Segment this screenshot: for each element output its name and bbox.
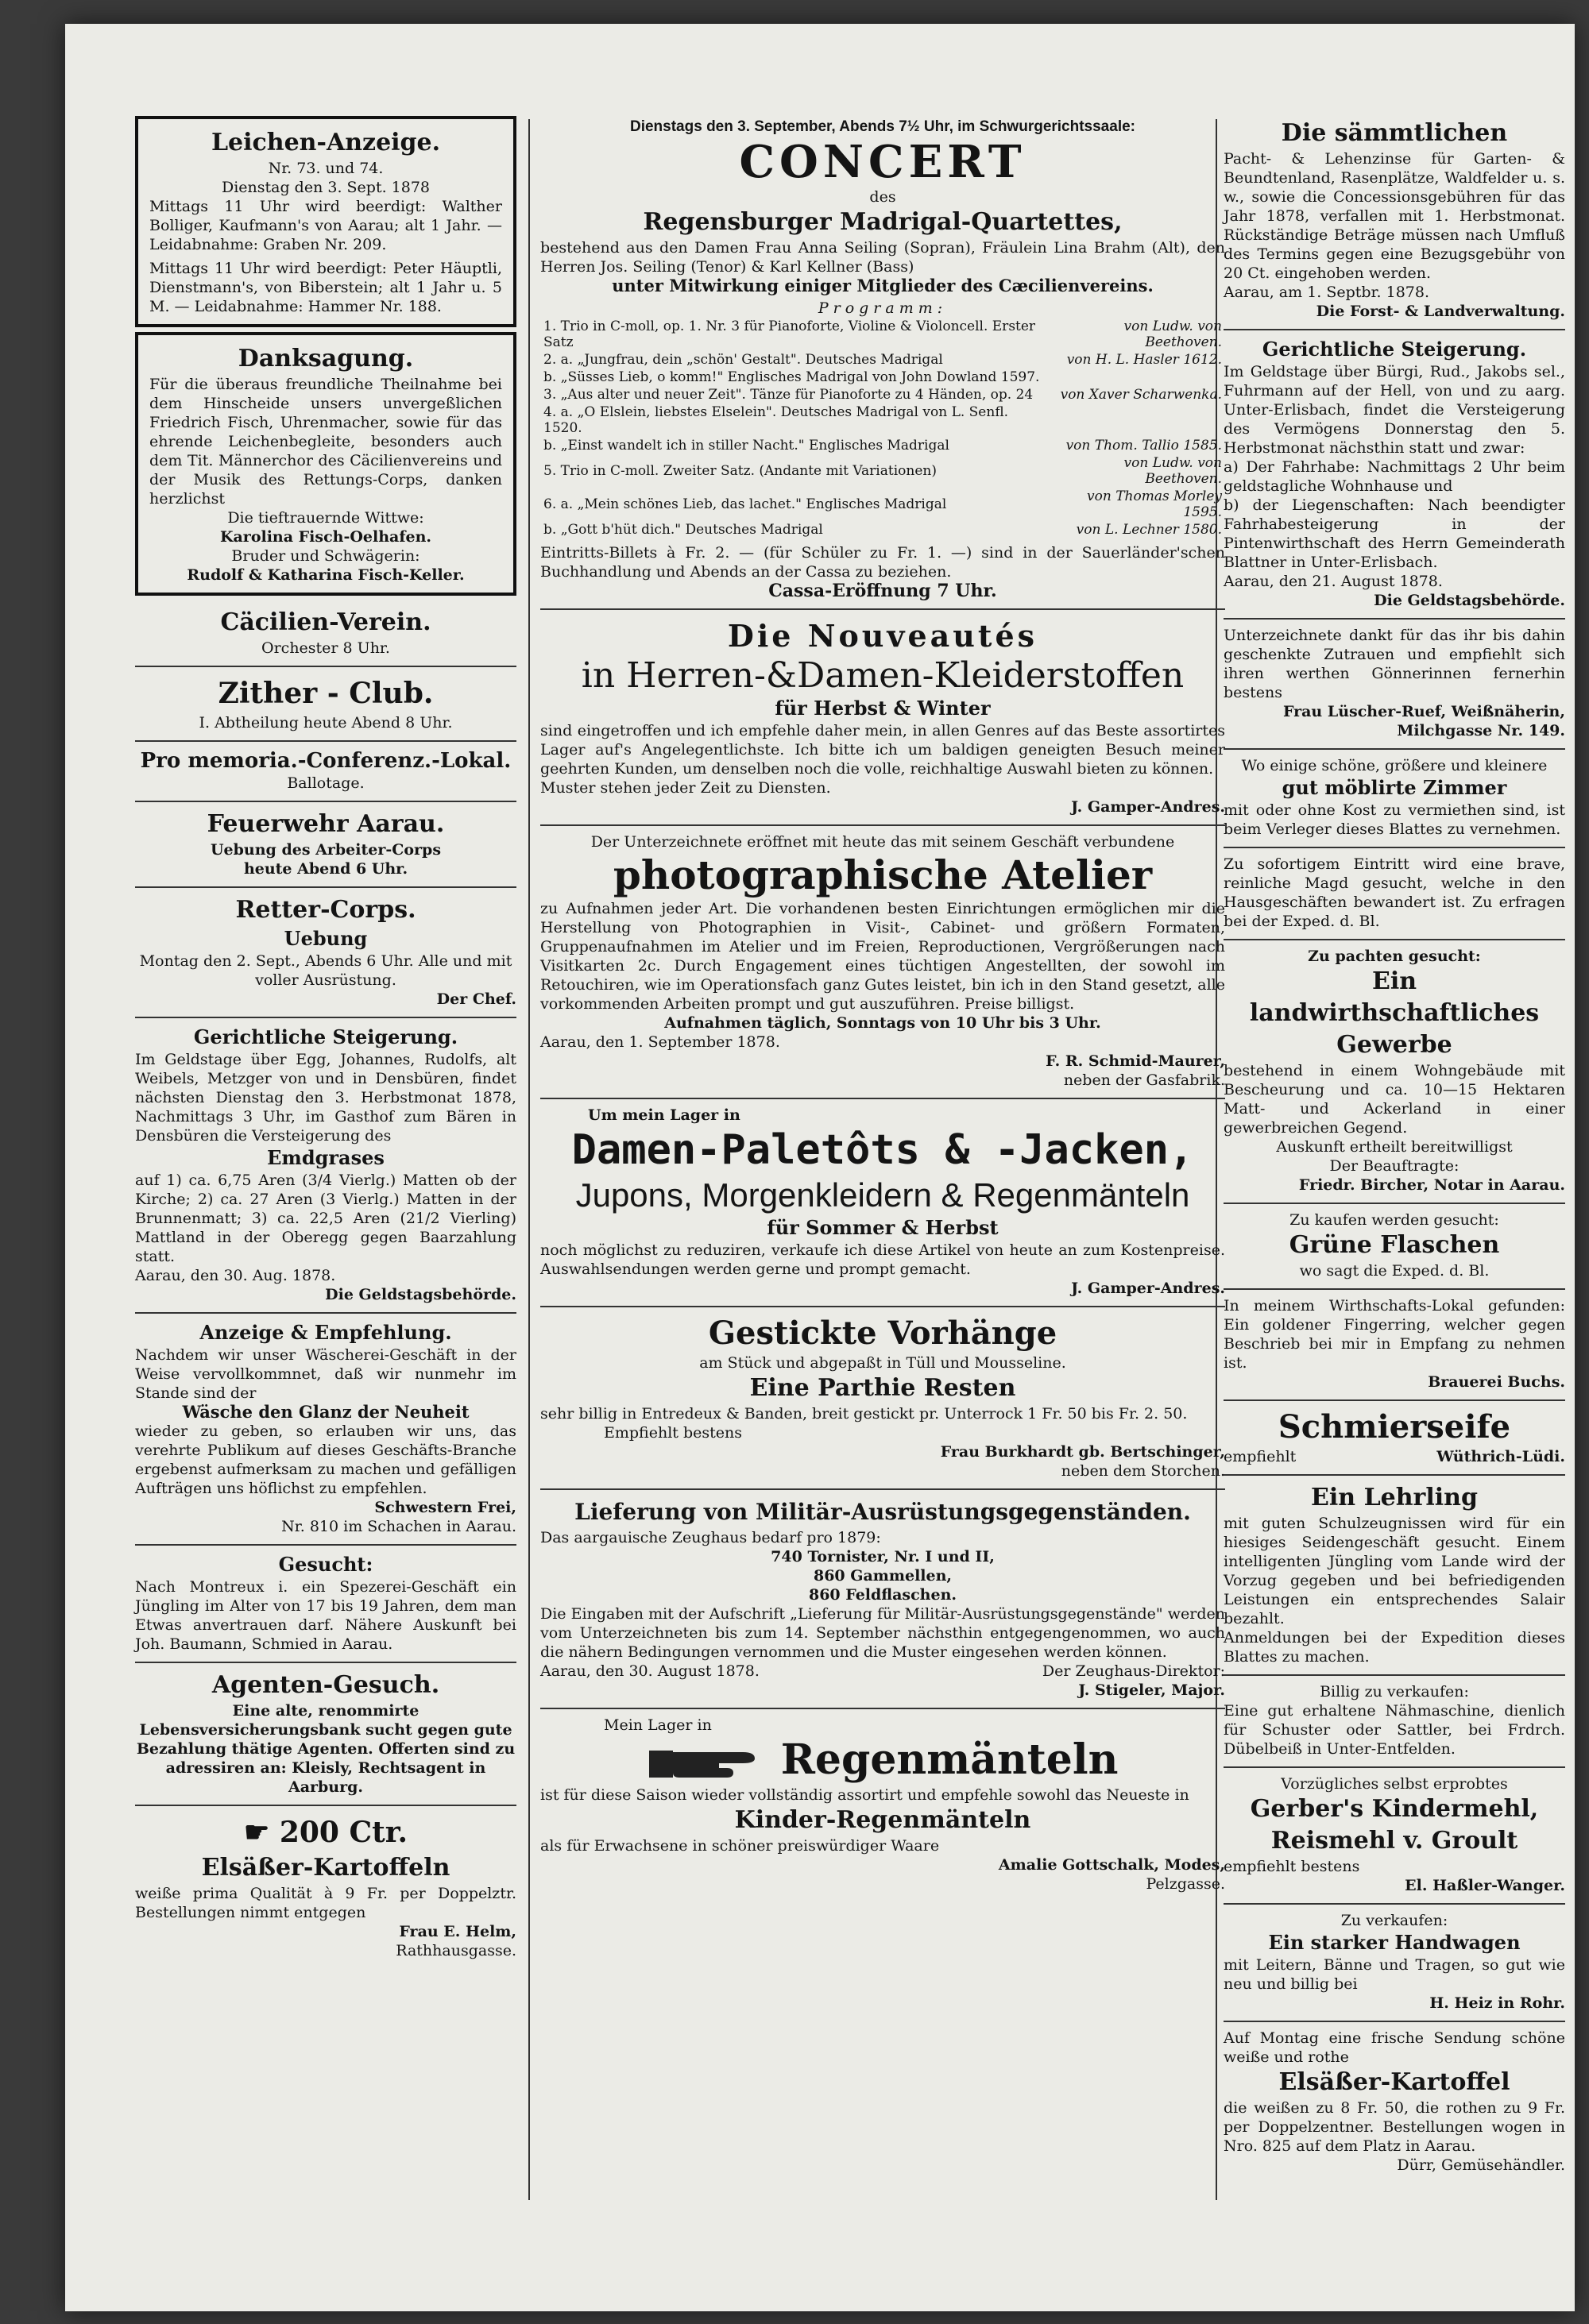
danksagung-signature: Karolina Fisch-Oelhafen. (219, 528, 432, 546)
ad-address: neben dem Storchen. (1061, 1462, 1225, 1480)
ad-text: Uebung des Arbeiter-Corps (210, 841, 442, 859)
ad-text: Mein Lager in (604, 1716, 712, 1734)
paletots-ad (540, 1099, 1225, 1307)
ad-text: Auskunft ertheilt bereitwilligst (1276, 1138, 1513, 1156)
ad-text: In meinem Wirthschafts-Lokal gefunden: Ein goldener Fingerring, welcher gegen Beschrieb bei mir in Empfang zu nehmen ist. (1224, 1297, 1565, 1372)
programm-piece: b. „Einst wandelt ich in stiller Nacht." Englisches Madrigal (543, 438, 949, 454)
ad-role: Der Zeughaus-Direktor: (1042, 1662, 1225, 1680)
programm-item (540, 521, 1225, 539)
ad-text: mit Leitern, Bänne und Tragen, so gut wie neu und billig bei (1224, 1956, 1565, 1993)
ad-title: Ein Lehrling (1311, 1484, 1478, 1511)
flaschen-ad (1224, 1204, 1565, 1290)
ad-title: Die Nouveautés (727, 618, 1038, 654)
ad-text: auf 1) ca. 6,75 Aren (3/4 Vierlg.) Matten ob der Kirche; 2) ca. 27 Aren (3 Vierlg.) Matten in der Brunnenmatt; 3) ca. 22,5 Aren (21/2 Vierling) Mattland in der Oberegg gegen Baarzahlung statt. (135, 1172, 516, 1265)
programm-composer: von Thomas Morley 1595. (1087, 488, 1222, 520)
ad-title: Zither - Club. (218, 677, 434, 710)
concert-title: CONCERT (739, 136, 1026, 188)
gesucht-ad (135, 1546, 516, 1663)
ad-text: Eine gut erhaltene Nähmaschine, dienlich für Schuster oder Sattler, bei Frdrch. Dübelbeiß in Unter-Entfelden. (1224, 1702, 1565, 1758)
programm-piece: 4. a. „O Elslein, liebstes Elselein". Deutsches Madrigal von L. Senfl. 1520. (543, 404, 1009, 436)
ad-text: Eintritts-Billets à Fr. 2. — (für Schüler zu Fr. 1. —) sind in der Sauerländer'schen Buchhandlung und Abends an der Cassa zu beziehen. (540, 544, 1225, 581)
center-column (540, 111, 1225, 1901)
ad-subtitle: Uebung (284, 927, 368, 950)
ad-text: Nachdem wir unser Wäscherei-Geschäft in der Weise vervollkommnet, daß wir nunmehr im Stande sind der (135, 1346, 516, 1402)
ad-text: Muster stehen jeder Zeit zu Diensten. (540, 779, 831, 797)
ad-signature: El. Haßler-Wanger. (1405, 1877, 1565, 1894)
steigerung-ad (135, 1018, 516, 1314)
ad-text: zu Aufnahmen jeder Art. Die vorhandenen besten Einrichtungen ermöglichen mir die Herstellung von Photographien in Visit-, Cabinet- und größern Formaten, Gruppenaufnahmen im Atelier und im Freien, Reproductionen, Vergrößerungen nach Visitkarten 2c. Durch Engagement eines tüchtigen Angestellten, der sowohl im Retouchiren, wie im Operationsfach ganz Gutes leistet, bin ich in den Stand gesetzt, alle vorkommenden Arbeiten prompt und gut auszuführen. Preise billigst. (540, 900, 1225, 1013)
ad-title: photographische Atelier (613, 851, 1153, 898)
ad-text: wieder zu geben, so erlauben wir uns, das verehrte Publikum auf dieses Geschäfts-Branche ergebenst aufmerksam zu machen und gefälligen Aufträgen uns höflichst zu empfehlen. (135, 1423, 516, 1497)
ad-subtitle: Kinder-Regenmänteln (734, 1806, 1031, 1834)
leichen-entry: Mittags 11 Uhr wird beerdigt: Walther Bolliger, Kaufmann's von Aarau; alt 1 Jahr. — Leidabnahme: Graben Nr. 209. (149, 198, 502, 253)
programm-piece: 3. „Aus alter und neuer Zeit". Tänze für Pianoforte zu 4 Händen, op. 24 (543, 387, 1034, 403)
danksagung-signature: Bruder und Schwägerin: (231, 547, 420, 565)
ad-title: Ein landwirthschaftliches Gewerbe (1249, 967, 1540, 1059)
ad-subtitle: für Herbst & Winter (775, 697, 991, 720)
ad-title: Agenten-Gesuch. (211, 1671, 440, 1699)
right-column (1224, 111, 1565, 2183)
ad-text: mit guten Schulzeugnissen wird für ein hiesiges Seidengeschäft gesucht. Einem intelligenten Jüngling vom Lande wird der Vorzug gegeben und bei befriedigenden Leistungen ein entsprechendes Salair bezahlt. (1224, 1515, 1565, 1627)
ad-subtitle: Eine Parthie Resten (749, 1374, 1016, 1402)
ad-signature: J. Gamper-Andres. (1071, 798, 1225, 816)
ad-text: Pacht- & Lehenzinse für Garten- & Beundtenland, Rasenplätze, Waldfelder u. s. w., sowie die Concessionsgebühren für das Jahr 1878, verfallen mit 1. Herbstmonat. Rückständige Beträge müssen nach Umfluß des Termins gegen eine Bezugsgebühr von 20 Ct. eingehoben werden. (1224, 150, 1565, 282)
ad-title: Anzeige & Empfehlung. (199, 1321, 452, 1344)
ad-title: Schmierseife (1278, 1408, 1511, 1446)
ad-text: sind eingetroffen und ich empfehle daher mein, in allen Genres auf das Beste assortirtes Lager auf's Angelegentlichste. Ich bitte ich um baldigen geneigten Besuch meiner geehrten Kunden, um denselben noch die volle, reichhaltige Auswahl bieten zu können. (540, 722, 1225, 778)
ad-signature: Schwestern Frei, (374, 1499, 516, 1516)
seife-footer (1224, 1447, 1565, 1466)
danksagung-signature: Rudolf & Katharina Fisch-Keller. (187, 566, 465, 584)
ad-signature: Dürr, Gemüsehändler. (1397, 2156, 1565, 2174)
leichen-anzeige (135, 116, 516, 327)
nouveautes-ad (540, 610, 1225, 826)
ad-signature: Die Geldstagsbehörde. (325, 1286, 516, 1303)
ad-text: Zu verkaufen: (1340, 1912, 1448, 1929)
programm-piece: 1. Trio in C-moll, op. 1. Nr. 3 für Pianoforte, Violine & Violoncell. Erster Satz (543, 318, 1036, 350)
ad-title: Ein starker Handwagen (1268, 1931, 1521, 1954)
programm-composer: von H. L. Hasler 1612. (1066, 352, 1222, 368)
handwagen-ad (1224, 1905, 1565, 2022)
programm-item (540, 386, 1225, 403)
militaer-ad (540, 1490, 1225, 1709)
danksagung (135, 332, 516, 596)
ad-text: Cassa-Eröffnung 7 Uhr. (768, 581, 997, 601)
ad-text: Eine alte, renommirte Lebensversicherungsbank sucht gegen gute Bezahlung thätige Agenten. Offerten sind zu adressiren an: Kleisly, Rechtsagent in Aarburg. (136, 1702, 516, 1796)
programm-item (540, 318, 1225, 351)
pointing-hand-icon (648, 1741, 767, 1785)
ad-title: Gesucht: (278, 1553, 373, 1576)
ad-text: die weißen zu 8 Fr. 50, die rothen zu 9 Fr. per Doppelzentner. Bestellungen wogen in Nro. 825 auf dem Platz in Aarau. (1224, 2099, 1565, 2155)
ad-signature: Die Geldstagsbehörde. (1374, 592, 1565, 609)
programm-composer: von L. Lechner 1580. (1076, 522, 1222, 538)
caecilien-ad (135, 600, 516, 667)
gewerbe-ad (1224, 940, 1565, 1204)
vorhaenge-ad (540, 1307, 1225, 1490)
naehmaschine-ad (1224, 1676, 1565, 1768)
agenten-ad (135, 1663, 516, 1806)
ad-text: unter Mitwirkung einiger Mitglieder des Cæcilienvereins. (612, 276, 1154, 295)
danksagung-signature: Die tieftrauernde Wittwe: (227, 509, 424, 527)
ad-title: Regenmänteln (780, 1735, 1119, 1784)
leichen-date: Dienstag den 3. Sept. 1878 (221, 179, 431, 196)
danksagung-text: Für die überaus freundliche Theilnahme bei dem Hinscheide unsers unvergeßlichen Friedrich Fisch, Uhrenmacher, sowie für das ehrende Leichenbegleite, besonders auch dem Tit. Männerchor des Cäcilienvereins und der Musik des Rettungs-Corps, danken herzlichst (149, 376, 502, 508)
ad-title: Lieferung von Militär-Ausrüstungsgegenständen. (574, 1499, 1191, 1525)
luescher-ad (1224, 620, 1565, 750)
programm-composer: von Thom. Tallio 1585. (1065, 438, 1222, 454)
ad-text: Empfiehlt bestens (604, 1424, 742, 1442)
ad-title: Grüne Flaschen (1289, 1231, 1500, 1259)
concert-ad (540, 111, 1225, 610)
ad-text: noch möglichst zu reduziren, verkaufe ich diese Artikel von heute an zum Kostenpreise. Auswahlsendungen werden gerne und prompt gemacht. (540, 1241, 1225, 1278)
ad-signature: Der Chef. (436, 990, 516, 1008)
ad-subtitle: Emdgrases (267, 1146, 385, 1169)
ad-text: des (869, 188, 896, 206)
list-item: 860 Feldflaschen. (808, 1586, 957, 1604)
ad-title: Elsäßer-Kartoffel (1278, 2068, 1510, 2096)
programm-item (540, 351, 1225, 369)
concert-head: Dienstags den 3. September, Abends 7½ Uhr, im Schwurgerichtssaale: (629, 118, 1135, 135)
programm-item (540, 437, 1225, 454)
ad-text: am Stück und abgepaßt in Tüll und Mousseline. (699, 1354, 1066, 1372)
ad-text: Anmeldungen bei der Expedition dieses Blattes zu machen. (1224, 1629, 1565, 1666)
programm-piece: 5. Trio in C-moll. Zweiter Satz. (Andante mit Variationen) (543, 463, 937, 479)
ad-title: Die sämmtlichen (1281, 119, 1508, 147)
ad-text: Zu sofortigem Eintritt wird eine brave, reinliche Magd gesucht, welche in den Hausgeschäften bewandert ist. Zu erfragen bei der Exped. d. Bl. (1224, 855, 1565, 930)
ad-signature: J. Stigeler, Major. (1078, 1681, 1225, 1699)
ad-address: neben der Gasfabrik. (1063, 1071, 1225, 1089)
ad-subtitle: Reismehl v. Groult (1270, 1827, 1518, 1855)
ad-text: mit oder ohne Kost zu vermiethen sind, ist beim Verleger dieses Blattes zu vernehmen. (1224, 801, 1565, 838)
kartoffeln-amount: 200 Ctr. (279, 1816, 408, 1849)
ad-text: b) der Liegenschaften: Nach beendigter Fahrhabesteigerung in der Pintenwirthschaft des Herrn Gemeinderath Blattner in Unter-Erlisbach. (1224, 496, 1565, 571)
ad-text: Nach Montreux i. ein Spezerei-Geschäft ein Jüngling im Alter von 17 bis 19 Jahren, dem man Etwas anvertrauen darf. Nähere Auskunft bei Joh. Baumann, Schmied in Aarau. (135, 1578, 516, 1653)
ad-signature: Frau E. Helm, (399, 1923, 516, 1940)
leichen-entry: Mittags 11 Uhr wird beerdigt: Peter Häuptli, Dienstmann's, von Biberstein; alt 1 Jahr u. 5 M. — Leidabnahme: Hammer Nr. 188. (149, 260, 502, 315)
ad-signature: Friedr. Bircher, Notar in Aarau. (1298, 1176, 1565, 1194)
militaer-footer (540, 1662, 1225, 1681)
atelier-ad (540, 826, 1225, 1099)
ad-text: Das aargauische Zeughaus bedarf pro 1879: (540, 1529, 881, 1546)
ad-address: Nr. 810 im Schachen in Aarau. (281, 1518, 516, 1535)
ad-title: Pro memoria.-Conferenz.-Lokal. (140, 749, 512, 773)
elsaesser-ad (1224, 2022, 1565, 2183)
ad-title: Damen-Paletôts & -Jacken, (571, 1126, 1194, 1174)
ad-signature: J. Gamper-Andres. (1071, 1280, 1225, 1297)
lehrling-ad (1224, 1476, 1565, 1676)
zimmer-ad (1224, 750, 1565, 848)
ad-title (135, 1812, 516, 1852)
ad-text: Unterzeichnete dankt für das ihr bis dahin geschenkte Zutrauen und empfiehlt sich ihren werthen Gönnerinnen fernerhin bestens (1224, 627, 1565, 701)
programm-piece: b. „Süsses Lieb, o komm!" Englisches Madrigal von John Dowland 1597. (543, 369, 1040, 385)
ad-text: sehr billig in Entredeux & Banden, breit gestickt pr. Unterrock 1 Fr. 50 bis Fr. 2. 50. (540, 1405, 1188, 1423)
ad-text: Vorzügliches selbst erprobtes (1281, 1775, 1508, 1793)
ad-text: Aufnahmen täglich, Sonntags von 10 Uhr bis 3 Uhr. (664, 1014, 1101, 1032)
programm-item (540, 454, 1225, 488)
steig-ad (1224, 330, 1565, 620)
ad-title: Gestickte Vorhänge (708, 1314, 1057, 1352)
ad-signature: Amalie Gottschalk, Modes, (998, 1856, 1225, 1874)
ad-subtitle: Elsäßer-Kartoffeln (201, 1854, 450, 1882)
ad-signature: Wüthrich-Lüdi. (1436, 1448, 1565, 1465)
ad-address: Rathhausgasse. (396, 1942, 516, 1959)
regen-title-row (540, 1735, 1225, 1785)
programm-composer: von Ludw. von Beethoven. (1123, 318, 1222, 350)
ad-text: Zu pachten gesucht: (1308, 948, 1481, 965)
ad-text: Im Geldstage über Bürgi, Rud., Jakobs sel., Fuhrmann auf der Hell, von und zu aarg. Unter-Erlisbach, findet die Versteigerung des Vermögens Donnerstag den 5. Herbstmonat nächsthin statt und zwar: (1224, 363, 1565, 457)
ad-text: empfiehlt bestens (1224, 1858, 1360, 1875)
ad-text: bestehend in einem Wohngebäude mit Bescheurung und ca. 10—15 Hektaren Matt- und Ackerland in einer gewerbreichen Gegend. (1224, 1062, 1565, 1137)
ad-address: Pelzgasse. (1146, 1875, 1225, 1893)
ad-text: empfiehlt (1224, 1448, 1297, 1465)
ad-subtitle: Jupons, Morgenkleidern & Regenmänteln (575, 1176, 1190, 1214)
ad-role: Der Beauftragte: (1329, 1157, 1459, 1175)
programm-item (540, 488, 1225, 521)
kartoffeln-ad (135, 1806, 516, 1968)
ad-title: Gerber's Kindermehl, (1250, 1795, 1539, 1823)
ad-text: Im Geldstage über Egg, Johannes, Rudolfs, alt Weibels, Metzger von und in Densbüren, findet nächsten Dienstag den 3. Herbstmonat 1878, Nachmittags 3 Uhr, im Gasthof zum Bären in Densbüren die Versteigerung des (135, 1051, 516, 1145)
ad-text: Ballotage. (287, 774, 365, 792)
ad-date: Aarau, am 1. Septbr. 1878. (1224, 284, 1430, 301)
ad-text: heute Abend 6 Uhr. (243, 860, 408, 878)
ad-subtitle: in Herren-&Damen-Kleiderstoffen (581, 655, 1185, 696)
ad-text: Der Unterzeichnete eröffnet mit heute das mit seinem Geschäft verbundene (590, 833, 1175, 851)
ad-date: Aarau, den 30. August 1878. (540, 1662, 760, 1680)
seife-ad (1224, 1401, 1565, 1476)
regen-ad (540, 1709, 1225, 1901)
leichen-nr: Nr. 73. und 74. (268, 160, 384, 177)
leichen-title: Leichen-Anzeige. (211, 129, 441, 156)
programm-heading: Programm: (818, 299, 948, 317)
forst-ad (1224, 111, 1565, 330)
ad-title: Gerichtliche Steigerung. (193, 1025, 458, 1048)
memoria-ad (135, 742, 516, 802)
ad-text: Die Eingaben mit der Aufschrift „Lieferung für Militär-Ausrüstungsgegenstände" werden vom Unterzeichneten bis zum 14. September nächsthin entgegengenommen, wo auch die nähern Bedingungen vernommen und die Muster eingesehen werden können. (540, 1605, 1225, 1661)
ad-signature: Brauerei Buchs. (1428, 1373, 1565, 1391)
ad-text: Billig zu verkaufen: (1320, 1683, 1469, 1701)
zither-ad (135, 667, 516, 742)
programm-composer: von Xaver Scharwenka. (1060, 387, 1222, 403)
ad-title: gut möblirte Zimmer (1282, 776, 1507, 799)
programm-item (540, 403, 1225, 437)
concert-subtitle: Regensburger Madrigal-Quartettes, (643, 208, 1123, 236)
magd-ad (1224, 848, 1565, 940)
retter-ad (135, 888, 516, 1018)
list-item: 740 Tornister, Nr. I und II, (771, 1548, 995, 1565)
anzeige-ad (135, 1314, 516, 1546)
ad-text: wo sagt die Exped. d. Bl. (1299, 1262, 1490, 1280)
programm-piece: 2. a. „Jungfrau, dein „schön' Gestalt". Deutsches Madrigal (543, 352, 943, 368)
ad-text: bestehend aus den Damen Frau Anna Seiling (Sopran), Fräulein Lina Brahm (Alt), den Herren Jos. Seiling (Tenor) & Karl Kellner (Bass) (540, 239, 1225, 276)
ad-text: weiße prima Qualität à 9 Fr. per Doppelztr. Bestellungen nimmt entgegen (135, 1885, 516, 1921)
programm-piece: b. „Gott b'hüt dich." Deutsches Madrigal (543, 522, 823, 538)
ad-date: Aarau, den 30. Aug. 1878. (135, 1267, 336, 1284)
ad-text: Orchester 8 Uhr. (261, 639, 390, 657)
ad-signature: Frau Burkhardt gb. Bertschinger, (940, 1443, 1225, 1461)
programm-item (540, 369, 1225, 386)
ad-date: Aarau, den 21. August 1878. (1224, 573, 1443, 590)
ad-text: Wo einige schöne, größere und kleinere (1241, 757, 1548, 774)
left-column (135, 111, 516, 1968)
ad-title: Retter-Corps. (235, 896, 416, 924)
programm-composer (1046, 403, 1225, 437)
ad-text: Zu kaufen werden gesucht: (1289, 1211, 1499, 1229)
ad-text: Auf Montag eine frische Sendung schöne weiße und rothe (1224, 2029, 1565, 2066)
pointing-hand-icon: ☛ (244, 1816, 270, 1849)
fingerring-ad (1224, 1290, 1565, 1401)
programm-composer: von Ludw. von Beethoven. (1123, 455, 1222, 487)
kindermehl-ad (1224, 1768, 1565, 1905)
ad-title: Feuerwehr Aarau. (207, 810, 445, 838)
ad-signature: F. R. Schmid-Maurer, (1046, 1052, 1225, 1070)
column-rule-left (528, 119, 530, 2200)
ad-subtitle: Wäsche den Glanz der Neuheit (182, 1402, 470, 1422)
ad-signature: Die Forst- & Landverwaltung. (1316, 303, 1565, 320)
ad-title: Gerichtliche Steigerung. (1262, 338, 1527, 361)
ad-text: I. Abtheilung heute Abend 8 Uhr. (199, 714, 453, 732)
danksagung-title: Danksagung. (238, 345, 414, 373)
programm-list (540, 318, 1225, 539)
ad-text: Montag den 2. Sept., Abends 6 Uhr. Alle und mit voller Ausrüstung. (139, 952, 512, 989)
list-item: 860 Gammellen, (813, 1567, 953, 1585)
ad-subtitle: für Sommer & Herbst (767, 1216, 999, 1239)
ad-signature: H. Heiz in Rohr. (1429, 1994, 1565, 2012)
feuerwehr-ad (135, 802, 516, 888)
ad-title: Cäcilien-Verein. (220, 608, 431, 636)
ad-text: Um mein Lager in (588, 1106, 740, 1124)
ad-date: Aarau, den 1. September 1878. (540, 1033, 780, 1051)
programm-composer (1046, 369, 1225, 386)
ad-text: als für Erwachsene in schöner preiswürdiger Waare (540, 1837, 940, 1855)
ad-text: a) Der Fahrhabe: Nachmittags 2 Uhr beim geldstagliche Wohnhause und (1224, 458, 1565, 495)
ad-signature: Frau Lüscher-Ruef, Weißnäherin, Milchgasse Nr. 149. (1282, 703, 1565, 739)
programm-piece: 6. a. „Mein schönes Lieb, das lachet." Englisches Madrigal (543, 496, 947, 512)
ad-text: ist für diese Saison wieder vollständig assortirt und empfehle sowohl das Neueste in (540, 1786, 1189, 1804)
